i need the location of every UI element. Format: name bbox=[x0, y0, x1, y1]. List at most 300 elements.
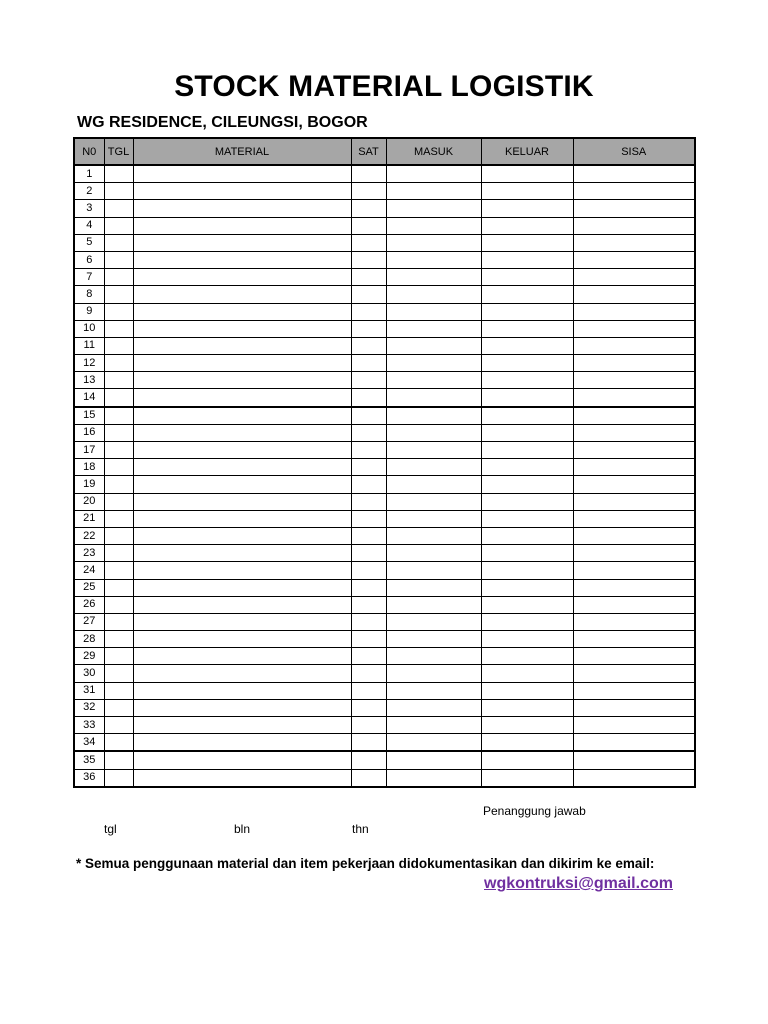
cell-masuk[interactable] bbox=[386, 734, 481, 752]
cell-keluar[interactable] bbox=[481, 183, 573, 200]
cell-material[interactable] bbox=[133, 200, 351, 217]
cell-sat[interactable] bbox=[351, 165, 386, 183]
cell-tgl[interactable] bbox=[104, 579, 133, 596]
cell-masuk[interactable] bbox=[386, 183, 481, 200]
col-header-sisa: SISA bbox=[573, 138, 695, 165]
table-row bbox=[74, 337, 695, 354]
cell-masuk[interactable] bbox=[386, 562, 481, 579]
cell-keluar[interactable] bbox=[481, 631, 573, 648]
cell-material[interactable] bbox=[133, 303, 351, 320]
cell-masuk[interactable] bbox=[386, 234, 481, 251]
cell-masuk[interactable] bbox=[386, 493, 481, 510]
cell-sisa[interactable] bbox=[573, 424, 695, 441]
cell-sisa[interactable] bbox=[573, 183, 695, 200]
cell-keluar[interactable] bbox=[481, 579, 573, 596]
cell-material[interactable] bbox=[133, 699, 351, 716]
cell-masuk[interactable] bbox=[386, 424, 481, 441]
table-row bbox=[74, 269, 695, 286]
cell-material[interactable] bbox=[133, 442, 351, 459]
cell-tgl[interactable] bbox=[104, 251, 133, 268]
cell-sisa[interactable] bbox=[573, 545, 695, 562]
cell-tgl[interactable] bbox=[104, 165, 133, 183]
table-row bbox=[74, 562, 695, 579]
cell-no: 24 bbox=[74, 562, 104, 579]
table-row bbox=[74, 510, 695, 527]
cell-material[interactable] bbox=[133, 734, 351, 752]
cell-keluar[interactable] bbox=[481, 596, 573, 613]
cell-masuk[interactable] bbox=[386, 510, 481, 527]
table-row bbox=[74, 286, 695, 303]
cell-sat[interactable] bbox=[351, 648, 386, 665]
cell-no: 17 bbox=[74, 442, 104, 459]
cell-tgl[interactable] bbox=[104, 682, 133, 699]
cell-tgl[interactable] bbox=[104, 217, 133, 234]
cell-sisa[interactable] bbox=[573, 407, 695, 425]
cell-masuk[interactable] bbox=[386, 579, 481, 596]
table-row bbox=[74, 545, 695, 562]
cell-material[interactable] bbox=[133, 545, 351, 562]
cell-masuk[interactable] bbox=[386, 269, 481, 286]
table-row bbox=[74, 165, 695, 183]
cell-keluar[interactable] bbox=[481, 527, 573, 544]
col-header-masuk: MASUK bbox=[386, 138, 481, 165]
cell-masuk[interactable] bbox=[386, 286, 481, 303]
cell-material[interactable] bbox=[133, 389, 351, 407]
cell-keluar[interactable] bbox=[481, 165, 573, 183]
cell-material[interactable] bbox=[133, 372, 351, 389]
cell-tgl[interactable] bbox=[104, 717, 133, 734]
cell-no: 6 bbox=[74, 251, 104, 268]
cell-sisa[interactable] bbox=[573, 269, 695, 286]
footnote: * Semua penggunaan material dan item pekerjaan didokumentasikan dan dikirim ke email: bbox=[76, 856, 655, 871]
table-row bbox=[74, 320, 695, 337]
cell-keluar[interactable] bbox=[481, 424, 573, 441]
cell-tgl[interactable] bbox=[104, 442, 133, 459]
table-row bbox=[74, 355, 695, 372]
col-header-keluar: KELUAR bbox=[481, 138, 573, 165]
cell-tgl[interactable] bbox=[104, 355, 133, 372]
cell-material[interactable] bbox=[133, 234, 351, 251]
cell-masuk[interactable] bbox=[386, 717, 481, 734]
cell-sisa[interactable] bbox=[573, 579, 695, 596]
cell-material[interactable] bbox=[133, 407, 351, 425]
cell-sisa[interactable] bbox=[573, 699, 695, 716]
cell-no: 1 bbox=[74, 165, 104, 183]
table-row bbox=[74, 579, 695, 596]
bln-label: bln bbox=[234, 822, 251, 836]
project-location: WG RESIDENCE, CILEUNGSI, BOGOR bbox=[77, 114, 368, 131]
cell-masuk[interactable] bbox=[386, 631, 481, 648]
cell-no: 4 bbox=[74, 217, 104, 234]
cell-tgl[interactable] bbox=[104, 631, 133, 648]
cell-keluar[interactable] bbox=[481, 717, 573, 734]
cell-tgl[interactable] bbox=[104, 769, 133, 787]
col-header-tgl: TGL bbox=[104, 138, 133, 165]
cell-sisa[interactable] bbox=[573, 631, 695, 648]
cell-material[interactable] bbox=[133, 251, 351, 268]
table-row bbox=[74, 769, 695, 787]
cell-no: 33 bbox=[74, 717, 104, 734]
cell-masuk[interactable] bbox=[386, 459, 481, 476]
cell-masuk[interactable] bbox=[386, 200, 481, 217]
cell-sisa[interactable] bbox=[573, 320, 695, 337]
cell-keluar[interactable] bbox=[481, 251, 573, 268]
cell-material[interactable] bbox=[133, 459, 351, 476]
cell-keluar[interactable] bbox=[481, 510, 573, 527]
table-row bbox=[74, 442, 695, 459]
tgl-label: tgl bbox=[104, 822, 117, 836]
cell-keluar[interactable] bbox=[481, 682, 573, 699]
cell-sat[interactable] bbox=[351, 631, 386, 648]
cell-masuk[interactable] bbox=[386, 648, 481, 665]
cell-no: 14 bbox=[74, 389, 104, 407]
page-title: STOCK MATERIAL LOGISTIK bbox=[174, 70, 594, 103]
cell-masuk[interactable] bbox=[386, 337, 481, 354]
cell-masuk[interactable] bbox=[386, 355, 481, 372]
cell-no: 21 bbox=[74, 510, 104, 527]
cell-material[interactable] bbox=[133, 682, 351, 699]
cell-tgl[interactable] bbox=[104, 562, 133, 579]
cell-material[interactable] bbox=[133, 613, 351, 630]
cell-sisa[interactable] bbox=[573, 355, 695, 372]
cell-sisa[interactable] bbox=[573, 682, 695, 699]
cell-sisa[interactable] bbox=[573, 648, 695, 665]
cell-tgl[interactable] bbox=[104, 665, 133, 682]
cell-sat[interactable] bbox=[351, 424, 386, 441]
cell-material[interactable] bbox=[133, 476, 351, 493]
cell-sisa[interactable] bbox=[573, 337, 695, 354]
cell-sisa[interactable] bbox=[573, 527, 695, 544]
cell-keluar[interactable] bbox=[481, 459, 573, 476]
table-row bbox=[74, 734, 695, 752]
cell-masuk[interactable] bbox=[386, 545, 481, 562]
table-row bbox=[74, 648, 695, 665]
cell-keluar[interactable] bbox=[481, 337, 573, 354]
cell-masuk[interactable] bbox=[386, 407, 481, 425]
table-row bbox=[74, 372, 695, 389]
cell-material[interactable] bbox=[133, 596, 351, 613]
cell-sisa[interactable] bbox=[573, 286, 695, 303]
cell-material[interactable] bbox=[133, 165, 351, 183]
cell-material[interactable] bbox=[133, 631, 351, 648]
cell-sat[interactable] bbox=[351, 459, 386, 476]
cell-sat[interactable] bbox=[351, 562, 386, 579]
table-row bbox=[74, 631, 695, 648]
cell-keluar[interactable] bbox=[481, 372, 573, 389]
cell-masuk[interactable] bbox=[386, 320, 481, 337]
cell-keluar[interactable] bbox=[481, 442, 573, 459]
cell-material[interactable] bbox=[133, 337, 351, 354]
cell-masuk[interactable] bbox=[386, 303, 481, 320]
cell-keluar[interactable] bbox=[481, 665, 573, 682]
cell-keluar[interactable] bbox=[481, 648, 573, 665]
cell-sat[interactable] bbox=[351, 337, 386, 354]
cell-keluar[interactable] bbox=[481, 769, 573, 787]
cell-tgl[interactable] bbox=[104, 286, 133, 303]
cell-keluar[interactable] bbox=[481, 493, 573, 510]
cell-tgl[interactable] bbox=[104, 699, 133, 716]
cell-tgl[interactable] bbox=[104, 337, 133, 354]
table-body bbox=[74, 165, 695, 787]
cell-keluar[interactable] bbox=[481, 355, 573, 372]
cell-sat[interactable] bbox=[351, 286, 386, 303]
cell-sat[interactable] bbox=[351, 200, 386, 217]
cell-no: 5 bbox=[74, 234, 104, 251]
cell-sat[interactable] bbox=[351, 596, 386, 613]
cell-sisa[interactable] bbox=[573, 734, 695, 752]
cell-sisa[interactable] bbox=[573, 769, 695, 787]
cell-material[interactable] bbox=[133, 562, 351, 579]
cell-sisa[interactable] bbox=[573, 389, 695, 407]
cell-sat[interactable] bbox=[351, 442, 386, 459]
cell-keluar[interactable] bbox=[481, 303, 573, 320]
cell-keluar[interactable] bbox=[481, 234, 573, 251]
cell-no: 13 bbox=[74, 372, 104, 389]
cell-material[interactable] bbox=[133, 579, 351, 596]
cell-tgl[interactable] bbox=[104, 493, 133, 510]
cell-sat[interactable] bbox=[351, 665, 386, 682]
cell-tgl[interactable] bbox=[104, 596, 133, 613]
cell-masuk[interactable] bbox=[386, 389, 481, 407]
table-row bbox=[74, 751, 695, 769]
cell-no: 15 bbox=[74, 407, 104, 425]
cell-keluar[interactable] bbox=[481, 613, 573, 630]
cell-sisa[interactable] bbox=[573, 562, 695, 579]
table-row bbox=[74, 234, 695, 251]
cell-sisa[interactable] bbox=[573, 613, 695, 630]
cell-tgl[interactable] bbox=[104, 269, 133, 286]
cell-keluar[interactable] bbox=[481, 217, 573, 234]
cell-tgl[interactable] bbox=[104, 183, 133, 200]
cell-no: 19 bbox=[74, 476, 104, 493]
cell-masuk[interactable] bbox=[386, 613, 481, 630]
cell-sisa[interactable] bbox=[573, 372, 695, 389]
table-row bbox=[74, 217, 695, 234]
table-row bbox=[74, 303, 695, 320]
cell-sat[interactable] bbox=[351, 682, 386, 699]
cell-sat[interactable] bbox=[351, 545, 386, 562]
table-header-row bbox=[74, 138, 695, 165]
cell-material[interactable] bbox=[133, 493, 351, 510]
stock-table bbox=[73, 137, 696, 788]
cell-material[interactable] bbox=[133, 320, 351, 337]
cell-sisa[interactable] bbox=[573, 493, 695, 510]
cell-no: 9 bbox=[74, 303, 104, 320]
table-row bbox=[74, 699, 695, 716]
cell-tgl[interactable] bbox=[104, 648, 133, 665]
cell-sat[interactable] bbox=[351, 769, 386, 787]
cell-material[interactable] bbox=[133, 665, 351, 682]
cell-no: 31 bbox=[74, 682, 104, 699]
cell-sisa[interactable] bbox=[573, 251, 695, 268]
cell-sisa[interactable] bbox=[573, 200, 695, 217]
cell-no: 22 bbox=[74, 527, 104, 544]
cell-sat[interactable] bbox=[351, 251, 386, 268]
cell-sat[interactable] bbox=[351, 407, 386, 425]
cell-tgl[interactable] bbox=[104, 545, 133, 562]
cell-keluar[interactable] bbox=[481, 389, 573, 407]
cell-masuk[interactable] bbox=[386, 217, 481, 234]
cell-tgl[interactable] bbox=[104, 613, 133, 630]
cell-keluar[interactable] bbox=[481, 200, 573, 217]
cell-no: 26 bbox=[74, 596, 104, 613]
cell-sat[interactable] bbox=[351, 217, 386, 234]
cell-masuk[interactable] bbox=[386, 442, 481, 459]
cell-masuk[interactable] bbox=[386, 596, 481, 613]
cell-material[interactable] bbox=[133, 510, 351, 527]
cell-sisa[interactable] bbox=[573, 234, 695, 251]
cell-no: 27 bbox=[74, 613, 104, 630]
cell-sisa[interactable] bbox=[573, 165, 695, 183]
table-row bbox=[74, 200, 695, 217]
cell-sat[interactable] bbox=[351, 303, 386, 320]
cell-tgl[interactable] bbox=[104, 407, 133, 425]
cell-sisa[interactable] bbox=[573, 476, 695, 493]
cell-no: 34 bbox=[74, 734, 104, 752]
table-row bbox=[74, 596, 695, 613]
cell-material[interactable] bbox=[133, 183, 351, 200]
cell-material[interactable] bbox=[133, 717, 351, 734]
table-row bbox=[74, 389, 695, 407]
cell-material[interactable] bbox=[133, 286, 351, 303]
table-row bbox=[74, 613, 695, 630]
cell-masuk[interactable] bbox=[386, 751, 481, 769]
cell-sisa[interactable] bbox=[573, 665, 695, 682]
cell-sat[interactable] bbox=[351, 234, 386, 251]
cell-material[interactable] bbox=[133, 648, 351, 665]
table-row bbox=[74, 682, 695, 699]
cell-keluar[interactable] bbox=[481, 476, 573, 493]
cell-tgl[interactable] bbox=[104, 389, 133, 407]
cell-no: 25 bbox=[74, 579, 104, 596]
email-link[interactable]: wgkontruksi@gmail.com bbox=[484, 875, 673, 892]
cell-keluar[interactable] bbox=[481, 320, 573, 337]
cell-tgl[interactable] bbox=[104, 734, 133, 752]
cell-sisa[interactable] bbox=[573, 717, 695, 734]
cell-sisa[interactable] bbox=[573, 442, 695, 459]
table-row bbox=[74, 407, 695, 425]
cell-material[interactable] bbox=[133, 424, 351, 441]
cell-masuk[interactable] bbox=[386, 476, 481, 493]
cell-no: 7 bbox=[74, 269, 104, 286]
cell-keluar[interactable] bbox=[481, 286, 573, 303]
col-header-no: N0 bbox=[74, 138, 104, 165]
cell-keluar[interactable] bbox=[481, 269, 573, 286]
cell-sisa[interactable] bbox=[573, 459, 695, 476]
cell-sat[interactable] bbox=[351, 372, 386, 389]
cell-tgl[interactable] bbox=[104, 459, 133, 476]
cell-sisa[interactable] bbox=[573, 596, 695, 613]
cell-keluar[interactable] bbox=[481, 545, 573, 562]
cell-sat[interactable] bbox=[351, 355, 386, 372]
cell-sat[interactable] bbox=[351, 751, 386, 769]
cell-keluar[interactable] bbox=[481, 734, 573, 752]
cell-no: 23 bbox=[74, 545, 104, 562]
responsible-label: Penanggung jawab bbox=[483, 804, 586, 818]
cell-tgl[interactable] bbox=[104, 527, 133, 544]
cell-sat[interactable] bbox=[351, 389, 386, 407]
table-row bbox=[74, 665, 695, 682]
cell-masuk[interactable] bbox=[386, 682, 481, 699]
cell-no: 36 bbox=[74, 769, 104, 787]
cell-keluar[interactable] bbox=[481, 751, 573, 769]
cell-sisa[interactable] bbox=[573, 303, 695, 320]
cell-no: 8 bbox=[74, 286, 104, 303]
cell-material[interactable] bbox=[133, 769, 351, 787]
cell-sat[interactable] bbox=[351, 183, 386, 200]
cell-material[interactable] bbox=[133, 217, 351, 234]
col-header-sat: SAT bbox=[351, 138, 386, 165]
cell-no: 3 bbox=[74, 200, 104, 217]
cell-material[interactable] bbox=[133, 269, 351, 286]
cell-masuk[interactable] bbox=[386, 769, 481, 787]
cell-masuk[interactable] bbox=[386, 527, 481, 544]
cell-masuk[interactable] bbox=[386, 251, 481, 268]
cell-tgl[interactable] bbox=[104, 200, 133, 217]
cell-keluar[interactable] bbox=[481, 562, 573, 579]
cell-keluar[interactable] bbox=[481, 407, 573, 425]
table-row bbox=[74, 717, 695, 734]
cell-keluar[interactable] bbox=[481, 699, 573, 716]
cell-sat[interactable] bbox=[351, 269, 386, 286]
cell-tgl[interactable] bbox=[104, 751, 133, 769]
thn-label: thn bbox=[352, 822, 369, 836]
cell-sisa[interactable] bbox=[573, 510, 695, 527]
cell-sat[interactable] bbox=[351, 717, 386, 734]
cell-tgl[interactable] bbox=[104, 476, 133, 493]
cell-tgl[interactable] bbox=[104, 234, 133, 251]
cell-no: 18 bbox=[74, 459, 104, 476]
cell-no: 10 bbox=[74, 320, 104, 337]
cell-tgl[interactable] bbox=[104, 320, 133, 337]
cell-tgl[interactable] bbox=[104, 303, 133, 320]
cell-no: 20 bbox=[74, 493, 104, 510]
cell-sat[interactable] bbox=[351, 699, 386, 716]
cell-sat[interactable] bbox=[351, 734, 386, 752]
cell-sisa[interactable] bbox=[573, 217, 695, 234]
table-row bbox=[74, 527, 695, 544]
cell-no: 12 bbox=[74, 355, 104, 372]
cell-tgl[interactable] bbox=[104, 510, 133, 527]
cell-material[interactable] bbox=[133, 355, 351, 372]
cell-sat[interactable] bbox=[351, 476, 386, 493]
cell-sat[interactable] bbox=[351, 510, 386, 527]
cell-material[interactable] bbox=[133, 527, 351, 544]
cell-no: 32 bbox=[74, 699, 104, 716]
cell-masuk[interactable] bbox=[386, 372, 481, 389]
cell-no: 11 bbox=[74, 337, 104, 354]
cell-masuk[interactable] bbox=[386, 665, 481, 682]
cell-sat[interactable] bbox=[351, 613, 386, 630]
table-row bbox=[74, 493, 695, 510]
cell-masuk[interactable] bbox=[386, 699, 481, 716]
cell-no: 2 bbox=[74, 183, 104, 200]
cell-masuk[interactable] bbox=[386, 165, 481, 183]
table-row bbox=[74, 251, 695, 268]
table-row bbox=[74, 476, 695, 493]
cell-tgl[interactable] bbox=[104, 424, 133, 441]
table-row bbox=[74, 183, 695, 200]
cell-sat[interactable] bbox=[351, 527, 386, 544]
cell-tgl[interactable] bbox=[104, 372, 133, 389]
cell-sat[interactable] bbox=[351, 493, 386, 510]
cell-no: 28 bbox=[74, 631, 104, 648]
cell-no: 30 bbox=[74, 665, 104, 682]
cell-sat[interactable] bbox=[351, 320, 386, 337]
cell-sat[interactable] bbox=[351, 579, 386, 596]
cell-material[interactable] bbox=[133, 751, 351, 769]
cell-sisa[interactable] bbox=[573, 751, 695, 769]
